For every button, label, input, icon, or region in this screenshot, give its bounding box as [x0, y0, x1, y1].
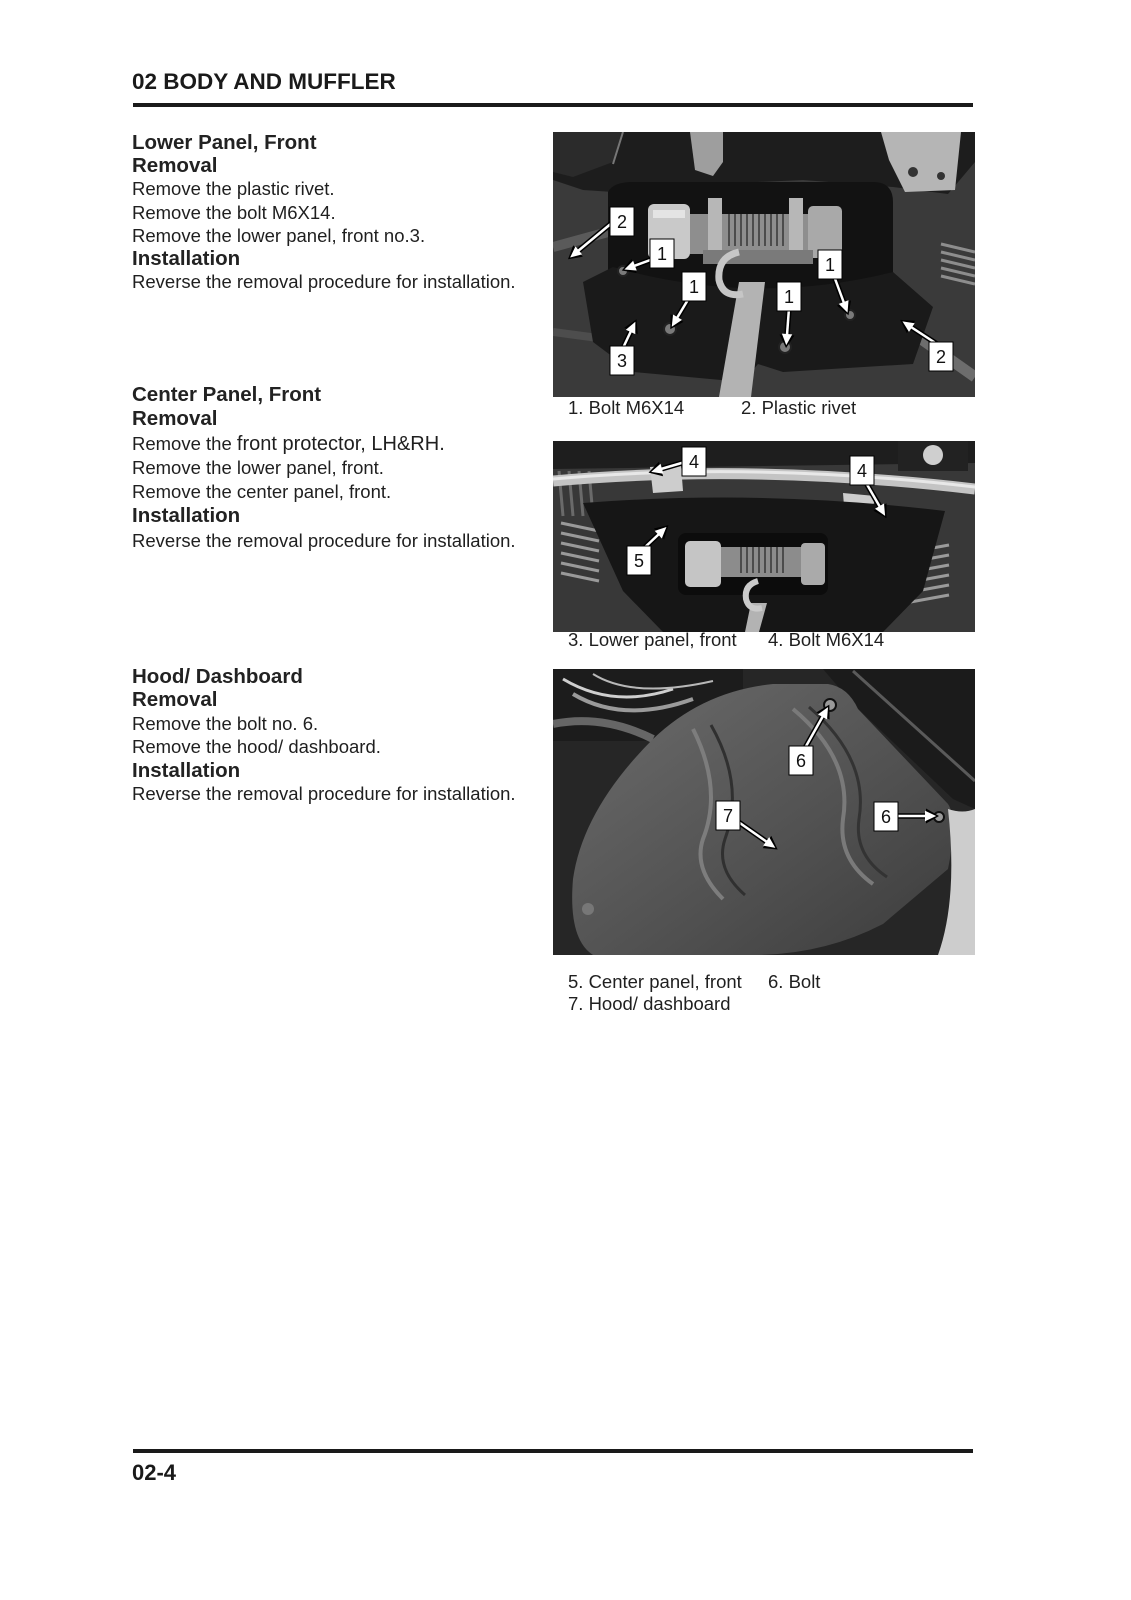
- callout-lower-panel: [610, 346, 634, 375]
- callout-label: 1: [656, 244, 668, 264]
- section-heading: Hood/ Dashboard: [132, 665, 303, 688]
- callout-label: 7: [722, 806, 734, 826]
- callout-bolt: [874, 802, 898, 831]
- callout-plastic-rivet: [610, 207, 634, 236]
- photo-lower-panel-front: [553, 132, 975, 397]
- section-center-panel-front: [132, 383, 532, 553]
- removal-step: Remove the bolt no. 6.: [132, 712, 319, 734]
- section-hood-dashboard: [132, 665, 532, 805]
- removal-heading: Removal: [132, 688, 218, 712]
- removal-heading: Removal: [132, 154, 218, 178]
- figure-caption: 1. Bolt M6X14: [568, 397, 685, 418]
- callout-label: 1: [824, 255, 836, 275]
- removal-step-lead: Remove the: [132, 432, 232, 454]
- callout-bolt: [682, 447, 706, 476]
- callout-label: 4: [688, 452, 700, 472]
- removal-step-part: front protector, LH&RH.: [236, 432, 445, 455]
- bolt: [824, 699, 836, 711]
- callout-label: 2: [935, 347, 947, 367]
- headlight: [923, 445, 943, 465]
- callout-bolt: [850, 456, 874, 485]
- callout-bolt: [818, 250, 842, 279]
- installation-heading: Installation: [132, 758, 241, 782]
- removal-step: Remove the center panel, front.: [132, 481, 392, 503]
- section-heading: Center Panel, Front: [132, 383, 322, 406]
- figure-caption: 5. Center panel, front: [568, 971, 742, 992]
- callout-bolt: [777, 282, 801, 311]
- chapter-title: 02 BODY AND MUFFLER: [132, 69, 396, 94]
- callout-label: 5: [633, 551, 645, 571]
- callout-bolt: [682, 272, 706, 301]
- footer-rule: [133, 1449, 973, 1453]
- fastener: [582, 903, 594, 915]
- section-lower-panel-front: [132, 131, 532, 293]
- callout-hood-dashboard: [716, 801, 740, 830]
- callout-label: 1: [783, 287, 795, 307]
- installation-step: Reverse the removal procedure for installation.: [132, 271, 516, 293]
- installation-step: Reverse the removal procedure for installation.: [132, 529, 516, 551]
- removal-step: Remove the lower panel, front.: [132, 456, 384, 478]
- removal-step: Remove the plastic rivet.: [132, 178, 335, 200]
- header-rule: [133, 103, 973, 107]
- removal-heading: Removal: [132, 407, 218, 431]
- callout-bolt: [650, 239, 674, 268]
- installation-heading: Installation: [132, 504, 241, 528]
- removal-step: Remove the bolt M6X14.: [132, 201, 336, 223]
- page-number: 02-4: [132, 1460, 177, 1485]
- installation-step: Reverse the removal procedure for installation.: [132, 783, 516, 805]
- callout-label: 6: [880, 807, 892, 827]
- callout-center-panel: [627, 546, 651, 575]
- figure-caption: 7. Hood/ dashboard: [568, 993, 731, 1014]
- photo-center-panel-front: [553, 441, 975, 632]
- callout-bolt: [789, 746, 813, 775]
- callout-label: 3: [616, 351, 628, 371]
- bolt: [934, 812, 944, 822]
- installation-heading: Installation: [132, 247, 241, 271]
- figure-caption: 6. Bolt: [768, 971, 821, 992]
- figure-caption: 4. Bolt M6X14: [768, 629, 885, 650]
- removal-step: Remove the lower panel, front no.3.: [132, 224, 426, 246]
- callout-label: 2: [616, 212, 628, 232]
- photo-hood-dashboard: [553, 669, 975, 955]
- figure-caption: 2. Plastic rivet: [741, 397, 857, 418]
- callout-label: 1: [688, 277, 700, 297]
- callout-label: 6: [795, 751, 807, 771]
- callout-label: 4: [856, 461, 868, 481]
- callout-plastic-rivet: [929, 342, 953, 371]
- removal-step: [132, 432, 532, 456]
- figure-caption: 3. Lower panel, front: [568, 629, 737, 650]
- removal-step: Remove the hood/ dashboard.: [132, 736, 381, 758]
- section-heading: Lower Panel, Front: [132, 131, 317, 154]
